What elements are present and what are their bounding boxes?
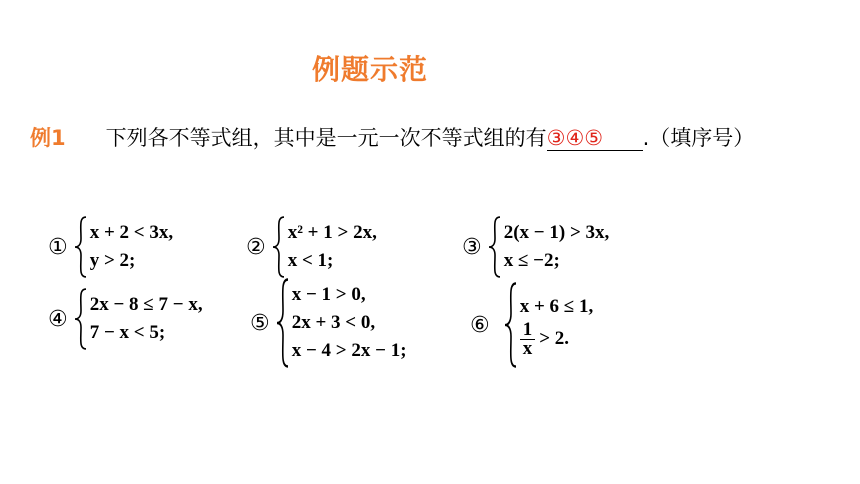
brace-icon <box>488 216 502 278</box>
question-text: 下列各不等式组，其中是一元一次不等式组的有 <box>105 126 547 150</box>
question-label: 例1 <box>30 126 66 150</box>
fraction <box>520 318 536 359</box>
system-line: y > 2; <box>89 250 136 271</box>
fraction-numerator: 1 <box>520 321 536 340</box>
question <box>30 116 830 160</box>
system-line: 2(x − 1) > 3x, <box>503 222 610 243</box>
system-number: ⑥ <box>470 312 490 338</box>
page-title: 例题示范 <box>311 53 428 86</box>
brace-icon <box>504 282 518 368</box>
brace-icon <box>74 288 88 350</box>
brace-icon <box>276 278 290 368</box>
system-4 <box>48 288 203 350</box>
system-line: x² + 1 > 2x, <box>287 222 377 243</box>
system-line: x ≤ −2; <box>503 250 560 271</box>
system-6 <box>470 282 593 368</box>
system-5 <box>250 278 407 368</box>
system-line: x < 1; <box>287 250 334 271</box>
brace-icon <box>272 216 286 278</box>
fraction-denominator: x <box>522 337 533 359</box>
system-line: 2x + 3 < 0, <box>291 312 376 333</box>
system-line: x + 2 < 3x, <box>89 222 174 243</box>
system-3 <box>462 216 609 278</box>
question-suffix: .（填序号） <box>642 126 755 150</box>
system-line: 2x − 8 ≤ 7 − x, <box>89 294 203 315</box>
system-line: x − 4 > 2x − 1; <box>291 340 407 361</box>
system-line: x + 6 ≤ 1, <box>519 295 594 317</box>
system-number: ① <box>48 234 68 260</box>
fraction-rest: > 2. <box>539 327 570 349</box>
system-number: ④ <box>48 306 68 332</box>
system-line: 7 − x < 5; <box>89 322 166 343</box>
system-1 <box>48 216 173 278</box>
system-2 <box>246 216 377 278</box>
system-number: ③ <box>462 234 482 260</box>
answer-blank: ③④⑤ <box>547 126 643 151</box>
system-line-fraction <box>520 318 594 359</box>
system-number: ⑤ <box>250 310 270 336</box>
system-number: ② <box>246 234 266 260</box>
system-line: x − 1 > 0, <box>291 284 366 305</box>
brace-icon <box>74 216 88 278</box>
